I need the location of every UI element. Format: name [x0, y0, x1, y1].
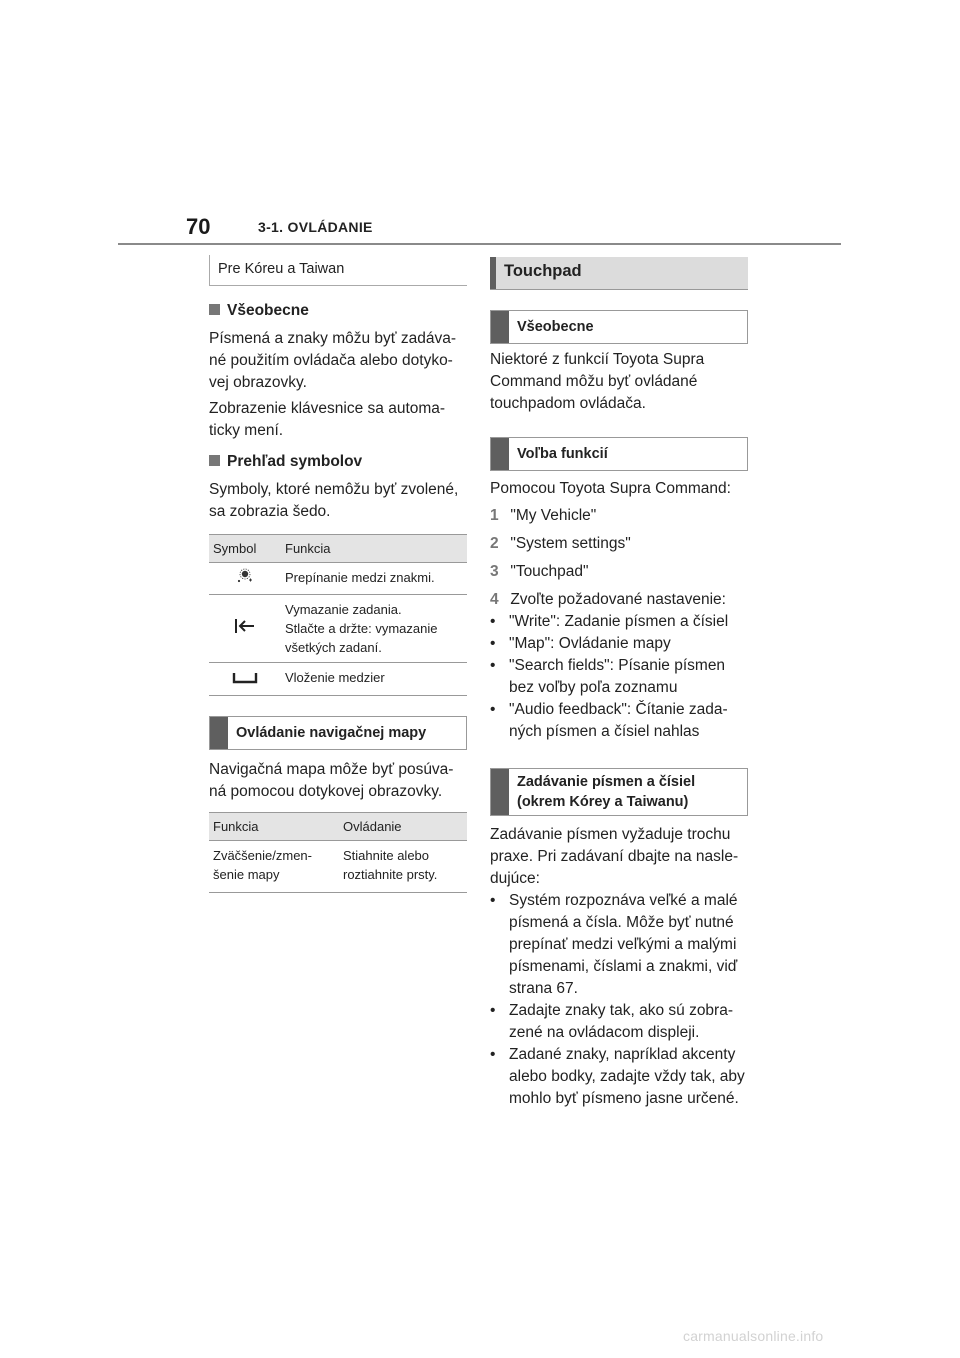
- nav-heading-box: [209, 716, 467, 750]
- list-item-text: "Search fields": Písanie písmen bez voľby poľa zoznamu: [509, 657, 726, 696]
- list-item-text: "Audio feedback": Čítanie zada-ných písmen a čísiel nahlas: [509, 701, 728, 740]
- table-header-row: [209, 813, 467, 841]
- step-item: [490, 505, 748, 527]
- heading-bar: [491, 769, 509, 815]
- control-cell: Stiahnite alebo roztiahnite prsty.: [339, 841, 467, 893]
- selection-heading: Voľba funkcií: [517, 446, 608, 462]
- symbol-cell: [209, 663, 281, 696]
- step-number: 3: [490, 563, 499, 580]
- general-heading-box: [490, 310, 748, 344]
- step-text: "Touchpad": [510, 563, 589, 580]
- section-title: 3-1. OVLÁDANIE: [258, 219, 373, 235]
- list-item: • "Search fields": Písanie písmen bez voľby poľa zoznamu: [490, 657, 726, 696]
- touchpad-heading-box: [490, 257, 748, 290]
- symbol-cell: [209, 563, 281, 595]
- symbols-heading: [209, 451, 467, 473]
- table-header-cell: Funkcia: [281, 535, 467, 563]
- symbol-table: [209, 534, 467, 696]
- step-item: [490, 589, 748, 611]
- left-column: [209, 255, 467, 893]
- list-item: • "Write": Zadanie písmen a čísiel: [490, 613, 729, 630]
- table-row: [209, 595, 467, 663]
- general-heading: [209, 300, 467, 322]
- list-item: • "Audio feedback": Čítanie zada-ných písmen a čísiel nahlas: [490, 701, 728, 740]
- nav-paragraph: Navigačná mapa môže byť posúva-ná pomocou dotykovej obrazovky.: [209, 761, 454, 800]
- step-text: "System settings": [510, 535, 631, 552]
- general-heading-text: Všeobecne: [227, 302, 309, 319]
- step-number: 1: [490, 507, 499, 524]
- selection-heading-box: [490, 437, 748, 471]
- general-heading: Všeobecne: [517, 319, 594, 335]
- square-bullet-icon: [209, 455, 220, 466]
- entry-heading: Zadávanie písmen a čísiel (okrem Kórey a Taiwanu): [517, 774, 696, 810]
- symbols-paragraph: Symboly, ktoré nemôžu byť zvolené, sa zobrazia šedo.: [209, 481, 459, 520]
- general-paragraph: Niektoré z funkcií Toyota Supra Command môžu byť ovládané touchpadom ovládača.: [490, 351, 705, 412]
- table-header-cell: Ovládanie: [339, 813, 467, 841]
- nav-heading: Ovládanie navigačnej mapy: [236, 725, 427, 741]
- page-number: 70: [186, 214, 211, 239]
- square-bullet-icon: [209, 304, 220, 315]
- table-header-cell: Funkcia: [209, 813, 339, 841]
- list-item: • "Map": Ovládanie mapy: [490, 635, 671, 652]
- switch-characters-icon: [235, 568, 255, 584]
- list-item-text: Systém rozpoznáva veľké a malé písmená a čísla. Môže byť nutné prepínať medzi veľkými a malými písmenami, číslami a znakmi, viď strana 67.: [509, 892, 738, 997]
- table-row: [209, 563, 467, 595]
- entry-heading-box: [490, 768, 748, 816]
- entry-paragraph: Zadávanie písmen vyžaduje trochu praxe. Pri zadávaní dbajte na nasle-dujúce:: [490, 826, 739, 887]
- header-rule: [118, 243, 841, 245]
- function-cell: Prepínanie medzi znakmi.: [281, 563, 467, 595]
- heading-bar: [491, 311, 509, 343]
- step-item: [490, 533, 748, 555]
- list-item: • Zadané znaky, napríklad akcenty alebo bodky, zadajte vždy tak, aby mohlo byť písmeno jasne určené.: [490, 1046, 745, 1107]
- nav-table: [209, 812, 467, 893]
- touchpad-heading: Touchpad: [504, 262, 582, 280]
- list-item: • Systém rozpoznáva veľké a malé písmená a čísla. Môže byť nutné prepínať medzi veľkými a malými písmenami, číslami a znakmi, viď strana 67.: [490, 892, 738, 997]
- function-cell: Zväčšenie/zmen-šenie mapy: [209, 841, 339, 893]
- table-header-row: [209, 535, 467, 563]
- region-label: Pre Kóreu a Taiwan: [209, 255, 467, 286]
- function-cell: Vymazanie zadania. Stlačte a držte: vymazanie všetkých zadaní.: [281, 595, 467, 663]
- function-cell: Vloženie medzier: [281, 663, 467, 696]
- step-text: Zvoľte požadované nastavenie:: [510, 591, 726, 608]
- list-item-text: "Map": Ovládanie mapy: [509, 635, 671, 652]
- symbol-cell: [209, 595, 281, 663]
- list-item-text: Zadané znaky, napríklad akcenty alebo bodky, zadajte vždy tak, aby mohlo byť písmeno jasne určené.: [509, 1046, 745, 1107]
- table-row: [209, 841, 467, 893]
- space-bar-icon: [232, 672, 258, 684]
- general-paragraph-2: Zobrazenie klávesnice sa automa-ticky mení.: [209, 400, 446, 439]
- heading-bar: [210, 717, 228, 749]
- list-item-text: Zadajte znaky tak, ako sú zobra-zené na ovládacom displeji.: [509, 1002, 734, 1041]
- step-number: 4: [490, 591, 499, 608]
- list-item: • Zadajte znaky tak, ako sú zobra-zené na ovládacom displeji.: [490, 1002, 734, 1041]
- heading-bar: [491, 438, 509, 470]
- list-item-text: "Write": Zadanie písmen a čísiel: [509, 613, 729, 630]
- step-item: [490, 561, 748, 583]
- table-header-cell: Symbol: [209, 535, 281, 563]
- general-paragraph-1: Písmená a znaky môžu byť zadáva-né použitím ovládača alebo dotyko-vej obrazovky.: [209, 330, 457, 391]
- step-text: "My Vehicle": [510, 507, 597, 524]
- table-row: [209, 663, 467, 696]
- right-column: [490, 257, 748, 1110]
- selection-intro: Pomocou Toyota Supra Command:: [490, 480, 731, 497]
- watermark: carmanualsonline.info: [683, 1328, 824, 1344]
- backspace-arrow-icon: [234, 617, 256, 635]
- symbols-heading-text: Prehľad symbolov: [227, 453, 363, 470]
- step-number: 2: [490, 535, 499, 552]
